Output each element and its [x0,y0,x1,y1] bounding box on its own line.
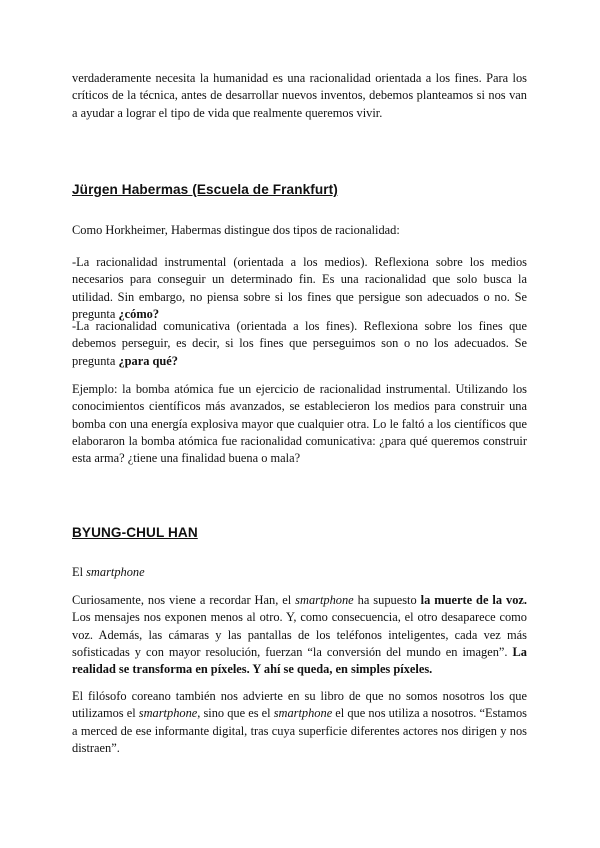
subtitle-italic: smartphone [86,565,145,579]
habermas-intro-text: Como Horkheimer, Habermas distingue dos tipos de racionalidad: [72,223,400,237]
han-paragraph-1 [72,592,527,678]
racionalidad-comunicativa [72,318,527,370]
subtitle-prefix: El [72,565,87,579]
p1-d: la muerte de la voz. [420,593,528,607]
p2-a: El filósofo coreano también nos advierte en su libro de que no somos nosotros los que utilizamos el [72,689,527,721]
p1-b: smartphone [295,593,354,607]
instrumental-question: ¿cómo? [118,306,160,321]
bomba-atomica-example [72,381,527,467]
p1-c: ha supuesto [353,593,421,607]
p2-d: smartphone [273,706,333,721]
han-paragraph-2 [72,688,527,757]
instrumental-text: -La racionalidad instrumental (orientada a los medios). Reflexiona sobre los medios necesarios para conseguir un determinado fin. Es una racionalidad que solo busca la utilidad. Sin embargo, no piensa sobre si los fines que persigue son adecuados o no. Se pregunta [72,255,527,321]
racionalidad-instrumental [72,254,527,323]
p1-f: La realidad se transforma en píxeles. Y ahí se queda, en simples píxeles. [72,644,527,677]
p2-e: el que nos utiliza a nosotros. “Estamos a merced de ese informante digital, tras cuya superficie diferentes actores nos dirigen y nos distraen”. [72,706,527,755]
habermas-intro [72,222,527,239]
habermas-heading: Jürgen Habermas (Escuela de Frankfurt) [72,182,338,197]
example-text: Ejemplo: la bomba atómica fue un ejercicio de racionalidad instrumental. Utilizando los conocimientos científicos más avanzados, se establecieron los medios para construir una bomba con una energía explosiva mayor que cualquier otra. Lo le faltó a los científicos que elaboraron la bomba atómica fue racionalidad comunicativa: ¿para qué queremos construir esta arma? ¿tiene una finalidad buena o mala? [72,382,527,466]
han-subtitle [72,564,527,581]
han-heading: BYUNG-CHUL HAN [72,525,198,540]
intro-paragraph [72,70,527,122]
p2-b: smartphone [138,706,198,721]
comunicativa-question: ¿para qué? [118,353,179,368]
p1-e: Los mensajes nos exponen menos al otro. Y, como consecuencia, el otro desaparece como voz. Además, las cámaras y las pantallas de los teléfonos inteligentes, cada vez más sofisticadas y con mayor resolución, fuerzan “la conversión del mundo en imagen”. [72,610,527,659]
p2-c: , sino que es el [197,706,274,721]
intro-text: verdaderamente necesita la humanidad es una racionalidad orientada a los fines. Para los críticos de la técnica, antes de desarrollar nuevos inventos, debemos planteamos si nos van a ayudar a lograr el tipo de vida que realmente queremos vivir. [72,71,527,120]
comunicativa-text: -La racionalidad comunicativa (orientada a los fines). Reflexiona sobre los fines que debemos perseguir, es decir, si los fines que perseguimos son o no los adecuados. Se pregunta [72,319,527,368]
p1-a: Curiosamente, nos viene a recordar Han, el [72,593,296,607]
